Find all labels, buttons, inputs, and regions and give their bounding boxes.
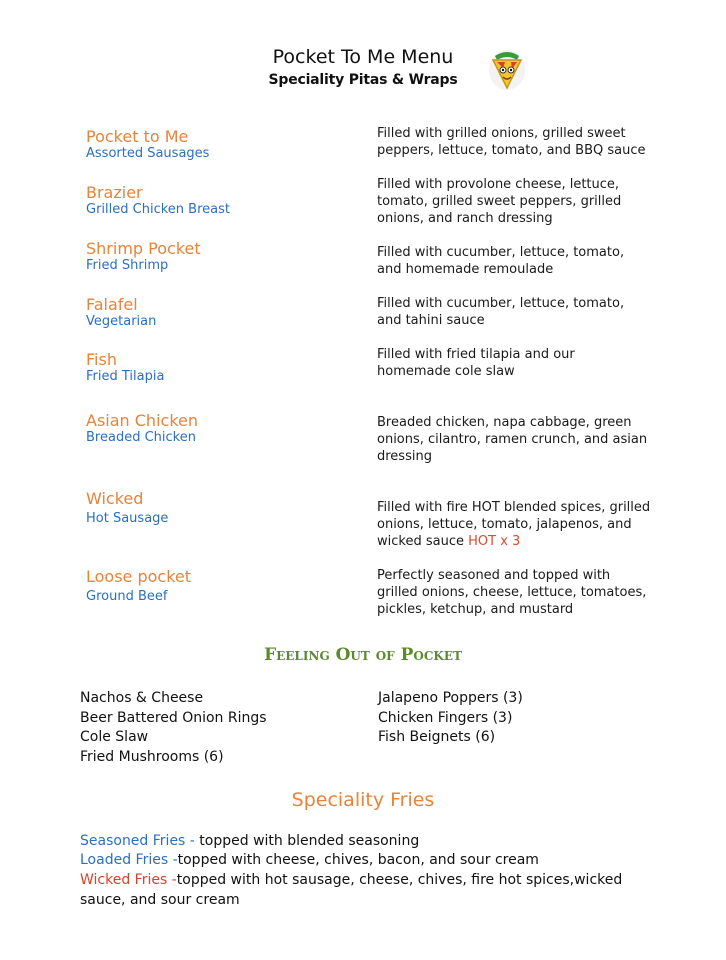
fries-name: Wicked Fries - [80,872,177,888]
fries-name: Seasoned Fries - [80,833,195,849]
pita-desc-wrapper [377,499,652,550]
pita-name: Brazier [86,183,143,202]
fries-desc: topped with hot sausage, cheese, chives, fire hot spices,wicked sauce, and sour cream [80,872,623,908]
sides-left-list [80,689,267,767]
pita-name: Wicked [86,489,144,508]
pita-sub: Breaded Chicken [86,430,196,445]
pita-item [86,567,191,604]
pita-desc: Filled with fried tilapia and our homemade cole slaw [377,347,575,379]
pita-sub: Grilled Chicken Breast [86,202,230,217]
sides-heading: Feeling Out of Pocket [264,645,462,665]
pita-desc: Filled with provolone cheese, lettuce, tomato, grilled sweet peppers, grilled onions, and ranch dressing [377,177,622,226]
fries-item [80,871,640,910]
pita-desc: Filled with fire HOT blended spices, grilled onions, lettuce, tomato, jalapenos, and wicked sauce [377,500,651,549]
taco-mascot-icon [483,44,531,94]
pita-item [86,295,156,329]
fries-desc: topped with cheese, chives, bacon, and sour cream [177,852,539,868]
fries-desc: topped with blended seasoning [194,833,420,849]
sides-right-list [378,689,523,748]
fries-item [80,832,640,852]
side-item: Jalapeno Poppers (3) [378,690,523,706]
pita-desc: Filled with cucumber, lettuce, tomato, and homemade remoulade [377,245,625,277]
side-item: Cole Slaw [80,729,149,745]
pita-name: Asian Chicken [86,411,198,430]
pita-item [86,489,168,526]
pita-name: Shrimp Pocket [86,239,201,258]
pita-item [86,239,201,273]
pita-item [86,411,198,445]
pita-name: Fish [86,350,117,369]
pita-desc: Filled with grilled onions, grilled sweet peppers, lettuce, tomato, and BBQ sauce [377,126,646,158]
pita-name: Pocket to Me [86,127,189,146]
menu-subtitle: Speciality Pitas & Wraps [268,72,458,88]
side-item: Fried Mushrooms (6) [80,748,224,765]
fries-item [80,851,640,871]
pita-item [86,127,209,161]
side-item: Nachos & Cheese [80,690,204,706]
fries-heading: Speciality Fries [291,789,435,811]
menu-title: Pocket To Me Menu [272,46,454,68]
pita-item [86,183,230,217]
pita-sub: Ground Beef [86,589,168,604]
pita-desc: Breaded chicken, napa cabbage, green onions, cilantro, ramen crunch, and asian dressing [377,415,648,464]
pita-name: Falafel [86,295,138,314]
pita-desc: Filled with cucumber, lettuce, tomato, and tahini sauce [377,296,625,328]
pita-name: Loose pocket [86,567,192,586]
pita-sub: Fried Shrimp [86,258,169,273]
hot-rating: HOT x 3 [468,534,521,549]
side-item: Chicken Fingers (3) [378,709,513,726]
pita-item [86,350,164,384]
pita-sub: Assorted Sausages [86,146,210,161]
pita-sub: Vegetarian [86,314,157,329]
fries-name: Loaded Fries - [80,852,178,868]
pita-sub: Fried Tilapia [86,369,165,384]
pita-sub: Hot Sausage [86,511,169,526]
side-item: Fish Beignets (6) [378,729,496,745]
side-item: Beer Battered Onion Rings [80,709,267,726]
pita-desc: Perfectly seasoned and topped with grilled onions, cheese, lettuce, tomatoes, pickles, ketchup, and mustard [377,568,647,617]
